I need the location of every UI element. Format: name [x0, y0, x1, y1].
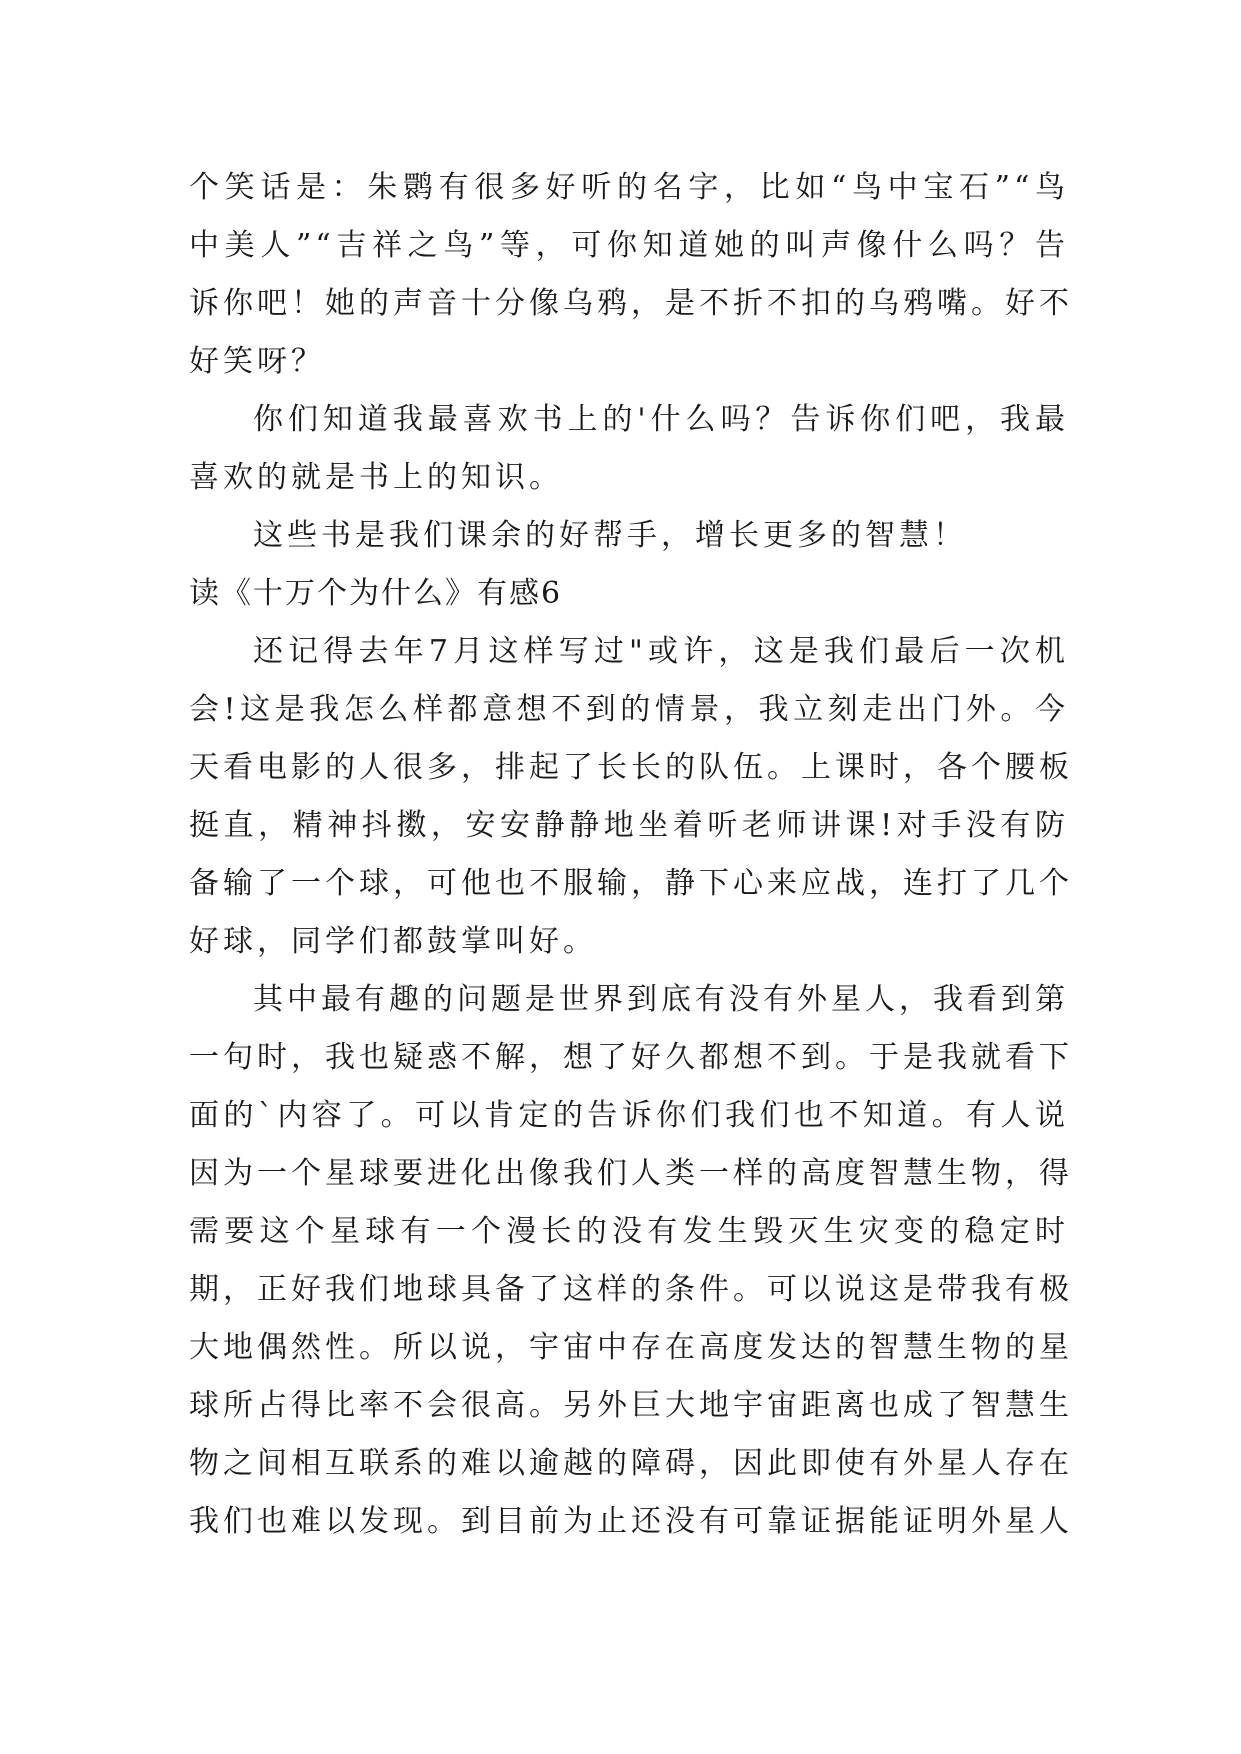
text-line: 需要这个星球有一个漫长的没有发生毁灭生灾变的稳定时	[189, 1214, 1069, 1249]
paragraph-first-line: 你们知道我最喜欢书上的'什么吗？告诉你们吧，我最	[253, 402, 1069, 437]
paragraph-first-line: 还记得去年7月这样写过"或许，这是我们最后一次机	[253, 634, 1069, 669]
section-heading: 读《十万个为什么》有感6	[189, 576, 563, 611]
paragraph-first-line: 其中最有趣的问题是世界到底有没有外星人，我看到第	[253, 982, 1069, 1017]
text-line: 好球，同学们都鼓掌叫好。	[189, 924, 597, 959]
text-line: 一句时，我也疑惑不解，想了好久都想不到。于是我就看下	[189, 1040, 1073, 1075]
paragraph-first-line: 这些书是我们课余的好帮手，增长更多的智慧！	[253, 518, 967, 553]
text-line: 好笑呀？	[189, 344, 325, 379]
text-line: 面的`内容了。可以肯定的告诉你们我们也不知道。有人说	[189, 1098, 1069, 1133]
text-line: 期，正好我们地球具备了这样的条件。可以说这是带我有极	[189, 1272, 1073, 1307]
text-line: 会!这是我怎么样都意想不到的情景，我立刻走出门外。今	[189, 692, 1069, 727]
text-line: 挺直，精神抖擞，安安静静地坐着听老师讲课!对手没有防	[189, 808, 1069, 843]
text-line: 个笑话是：朱鹮有很多好听的名字，比如“鸟中宝石”“鸟	[189, 170, 1069, 205]
text-line: 球所占得比率不会很高。另外巨大地宇宙距离也成了智慧生	[189, 1388, 1073, 1423]
text-line: 喜欢的就是书上的知识。	[189, 460, 563, 495]
text-line: 中美人”“吉祥之鸟”等，可你知道她的叫声像什么吗？告	[189, 228, 1069, 263]
text-line: 大地偶然性。所以说，宇宙中存在高度发达的智慧生物的星	[189, 1330, 1073, 1365]
text-line: 我们也难以发现。到目前为止还没有可靠证据能证明外星人	[189, 1504, 1073, 1539]
text-line: 天看电影的人很多，排起了长长的队伍。上课时，各个腰板	[189, 750, 1073, 785]
text-line: 因为一个星球要进化出像我们人类一样的高度智慧生物，得	[189, 1156, 1073, 1191]
text-line: 诉你吧！她的声音十分像乌鸦，是不折不扣的乌鸦嘴。好不	[189, 286, 1073, 321]
text-line: 物之间相互联系的难以逾越的障碍，因此即使有外星人存在	[189, 1446, 1073, 1481]
text-line: 备输了一个球，可他也不服输，静下心来应战，连打了几个	[189, 866, 1073, 901]
